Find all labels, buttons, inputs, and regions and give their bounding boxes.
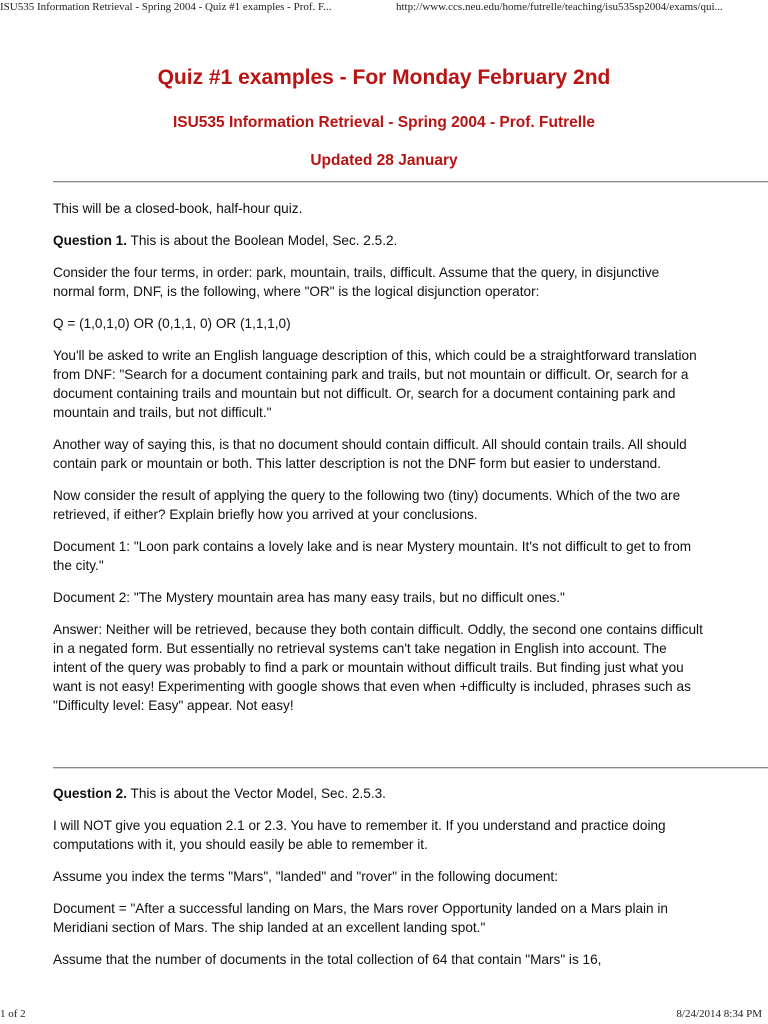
question-1-label: Question 1. bbox=[53, 233, 128, 248]
intro-text: This will be a closed-book, half-hour quiz. bbox=[53, 201, 303, 216]
question-1-paragraph: Now consider the result of applying the query to the following two (tiny) documents. Which of the two are retrieved, if either? Explain briefly how you arrived at your conclusions. bbox=[53, 488, 681, 522]
document-2-text: Document 2: "The Mystery mountain area has many easy trails, but no difficult ones." bbox=[53, 590, 565, 605]
question-1-topic: This is about the Boolean Model, Sec. 2.5.2. bbox=[127, 233, 398, 248]
print-datetime: 8/24/2014 8:34 PM bbox=[676, 1008, 762, 1020]
print-header-title: ISU535 Information Retrieval - Spring 2004 - Quiz #1 examples - Prof. F... bbox=[0, 1, 332, 13]
question-1-paragraph: Consider the four terms, in order: park, mountain, trails, difficult. Assume that the query, in disjunctive normal form, DNF, is the following, where "OR" is the logical disjunction operator: bbox=[53, 265, 660, 299]
question-2-paragraph: I will NOT give you equation 2.1 or 2.3. You have to remember it. If you understand and practice doing computations with it, you should easily be able to remember it. bbox=[53, 818, 666, 852]
question-2-label: Question 2. bbox=[53, 786, 128, 801]
vector-document-text: Document = "After a successful landing on Mars, the Mars rover Opportunity landed on a Mars plain in Meridiani section of Mars. The ship landed at an excellent landing spot." bbox=[53, 901, 668, 935]
page-number: 1 of 2 bbox=[0, 1008, 26, 1020]
question-1-heading bbox=[53, 231, 703, 250]
question-2-topic: This is about the Vector Model, Sec. 2.5.3. bbox=[127, 786, 386, 801]
updated-date: Updated 28 January bbox=[310, 152, 458, 169]
question-2-paragraph: Assume you index the terms "Mars", "landed" and "rover" in the following document: bbox=[53, 869, 558, 884]
question-2-section bbox=[53, 784, 703, 969]
divider-middle bbox=[53, 767, 768, 769]
question-1-answer: Answer: Neither will be retrieved, because they both contain difficult. Oddly, the second one contains difficult in a negated form. But essentially no retrieval systems can't take negation in English into account. The intent of the query was probably to find a park or mountain without difficult trails. But finding just what you want is not easy! Experimenting with google shows that even when +difficulty is included, phrases such as "Difficulty level: Easy" appear. Not easy! bbox=[53, 622, 703, 713]
course-subtitle: ISU535 Information Retrieval - Spring 2004 - Prof. Futrelle bbox=[172, 114, 596, 131]
print-footer bbox=[0, 1008, 768, 1024]
question-2-paragraph: Assume that the number of documents in the total collection of 64 that contain "Mars" is 16, bbox=[53, 952, 602, 967]
question-1-paragraph: You'll be asked to write an English language description of this, which could be a straightforward translation from DNF: "Search for a document containing park and trails, but not mountain or difficult. Or, search for a document containing trails and mountain but not difficult. Or, search for a document containing park and mountain and trails, but not difficult." bbox=[53, 348, 697, 420]
print-header bbox=[0, 1, 768, 17]
divider-top bbox=[53, 181, 768, 183]
print-header-url: http://www.ccs.neu.edu/home/futrelle/teaching/isu535sp2004/exams/qui... bbox=[396, 1, 723, 13]
document-1-text: Document 1: "Loon park contains a lovely lake and is near Mystery mountain. It's not difficult to get to from the city." bbox=[53, 539, 692, 573]
question-1-paragraph: Another way of saying this, is that no document should contain difficult. All should contain trails. All should contain park or mountain or both. This latter description is not the DNF form but easier to understand. bbox=[53, 437, 687, 471]
query-expression: Q = (1,0,1,0) OR (0,1,1, 0) OR (1,1,1,0) bbox=[53, 316, 291, 331]
question-2-heading bbox=[53, 784, 703, 803]
question-1-section bbox=[53, 199, 703, 715]
page-title: Quiz #1 examples - For Monday February 2nd bbox=[157, 66, 611, 89]
